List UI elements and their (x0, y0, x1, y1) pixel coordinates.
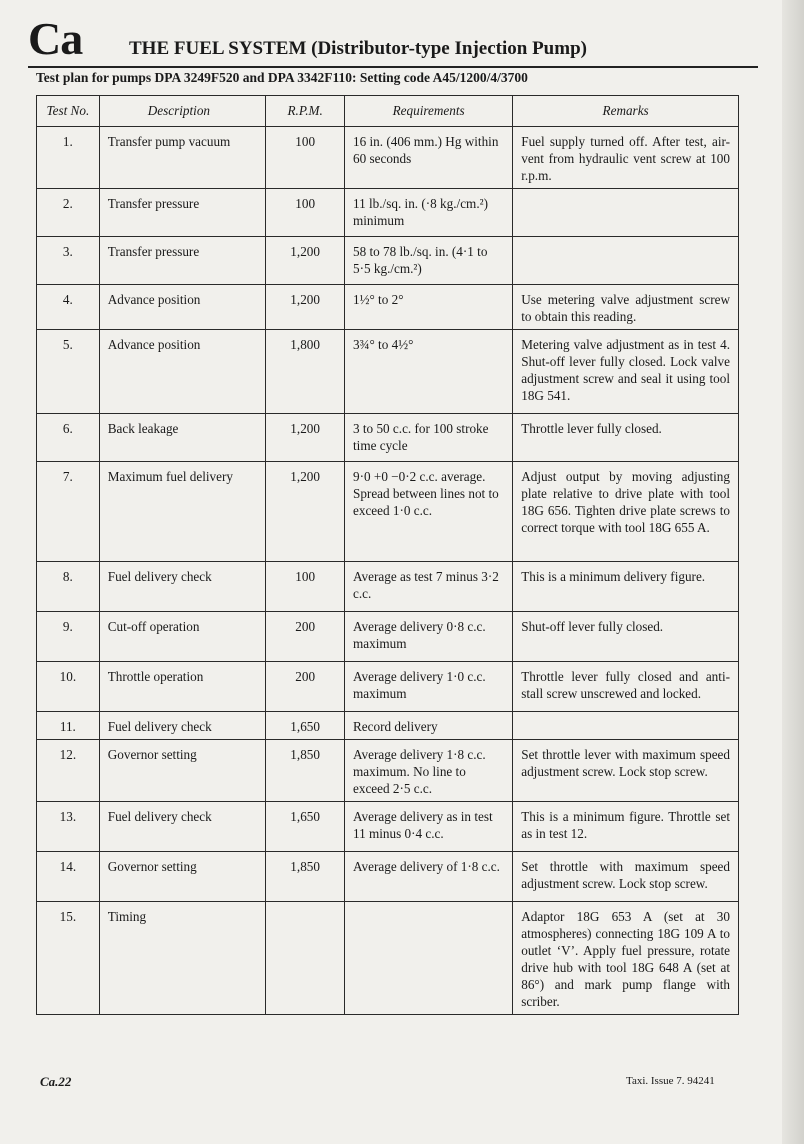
cell-description: Transfer pressure (99, 237, 266, 285)
cell-remarks: Adaptor 18G 653 A (set at 30 atmospheres) connecting 18G 109 A to outlet ‘V’. Apply fuel pressure, rotate drive hub with tool 18G 648 A (set at 86°) and mark pump flange with scriber. (513, 902, 739, 1015)
cell-remarks: Set throttle with maximum speed adjustment screw. Lock stop screw. (513, 852, 739, 902)
cell-test-no: 1. (37, 127, 100, 189)
cell-description: Fuel delivery check (99, 802, 266, 852)
cell-remarks (513, 189, 739, 237)
cell-requirements: 11 lb./sq. in. (·8 kg./cm.²) minimum (345, 189, 513, 237)
table-body (37, 127, 739, 1015)
cell-test-no: 4. (37, 285, 100, 330)
cell-test-no: 8. (37, 562, 100, 612)
cell-test-no: 7. (37, 462, 100, 562)
cell-requirements: 16 in. (406 mm.) Hg within 60 seconds (345, 127, 513, 189)
table-row (37, 662, 739, 712)
cell-rpm: 1,650 (266, 802, 345, 852)
cell-description: Back leakage (99, 414, 266, 462)
cell-description: Governor setting (99, 852, 266, 902)
cell-rpm: 1,200 (266, 462, 345, 562)
cell-remarks: This is a minimum figure. Throttle set as in test 12. (513, 802, 739, 852)
cell-description: Timing (99, 902, 266, 1015)
cell-test-no: 14. (37, 852, 100, 902)
cell-remarks: Throttle lever fully closed and anti-stall screw unscrewed and locked. (513, 662, 739, 712)
cell-test-no: 3. (37, 237, 100, 285)
table-row (37, 414, 739, 462)
col-header-description: Description (99, 96, 266, 127)
table-row (37, 330, 739, 414)
cell-test-no: 15. (37, 902, 100, 1015)
cell-test-no: 12. (37, 740, 100, 802)
table-row (37, 237, 739, 285)
table-row (37, 189, 739, 237)
cell-description: Advance position (99, 330, 266, 414)
page-number: Ca.22 (40, 1074, 72, 1089)
col-header-rpm: R.P.M. (266, 96, 345, 127)
col-header-remarks: Remarks (513, 96, 739, 127)
cell-test-no: 10. (37, 662, 100, 712)
cell-test-no: 6. (37, 414, 100, 462)
cell-description: Transfer pressure (99, 189, 266, 237)
cell-remarks: Use metering valve adjustment screw to obtain this reading. (513, 285, 739, 330)
cell-rpm: 1,200 (266, 285, 345, 330)
table-row (37, 740, 739, 802)
cell-rpm: 100 (266, 562, 345, 612)
page-title: THE FUEL SYSTEM (Distributor-type Injection Pump) (129, 38, 587, 59)
cell-remarks: Set throttle lever with maximum speed adjustment screw. Lock stop screw. (513, 740, 739, 802)
table-header-row (37, 96, 739, 127)
cell-rpm: 1,200 (266, 237, 345, 285)
table-row (37, 852, 739, 902)
table-row (37, 285, 739, 330)
cell-requirements: Record delivery (345, 712, 513, 740)
cell-description: Throttle operation (99, 662, 266, 712)
page-header (28, 14, 758, 68)
table-row (37, 712, 739, 740)
table-row (37, 562, 739, 612)
cell-requirements: 3¾° to 4½° (345, 330, 513, 414)
cell-remarks: This is a minimum delivery figure. (513, 562, 739, 612)
cell-rpm: 1,800 (266, 330, 345, 414)
cell-description: Transfer pump vacuum (99, 127, 266, 189)
cell-remarks (513, 712, 739, 740)
cell-remarks: Adjust output by moving adjusting plate relative to drive plate with tool 18G 656. Tighten drive plate screws to correct torque with tool 18G 655 A. (513, 462, 739, 562)
cell-rpm (266, 902, 345, 1015)
cell-description: Governor setting (99, 740, 266, 802)
cell-description: Fuel delivery check (99, 562, 266, 612)
cell-remarks: Shut-off lever fully closed. (513, 612, 739, 662)
cell-test-no: 9. (37, 612, 100, 662)
cell-description: Fuel delivery check (99, 712, 266, 740)
section-code: Ca (28, 13, 83, 64)
col-header-test-no: Test No. (37, 96, 100, 127)
cell-requirements: Average as test 7 minus 3·2 c.c. (345, 562, 513, 612)
table-row (37, 802, 739, 852)
table-row (37, 902, 739, 1015)
test-plan-table (36, 95, 739, 1015)
cell-test-no: 11. (37, 712, 100, 740)
cell-requirements: Average delivery 1·8 c.c. maximum. No line to exceed 2·5 c.c. (345, 740, 513, 802)
cell-rpm: 200 (266, 662, 345, 712)
cell-requirements: 58 to 78 lb./sq. in. (4·1 to 5·5 kg./cm.²) (345, 237, 513, 285)
cell-requirements: Average delivery 0·8 c.c. maximum (345, 612, 513, 662)
cell-remarks: Throttle lever fully closed. (513, 414, 739, 462)
cell-rpm: 1,650 (266, 712, 345, 740)
cell-test-no: 5. (37, 330, 100, 414)
cell-description: Advance position (99, 285, 266, 330)
cell-rpm: 1,850 (266, 852, 345, 902)
issue-reference: Taxi. Issue 7. 94241 (626, 1075, 715, 1087)
cell-requirements: 3 to 50 c.c. for 100 stroke time cycle (345, 414, 513, 462)
cell-requirements (345, 902, 513, 1015)
cell-rpm: 1,200 (266, 414, 345, 462)
cell-test-no: 13. (37, 802, 100, 852)
cell-requirements: Average delivery as in test 11 minus 0·4 c.c. (345, 802, 513, 852)
cell-description: Maximum fuel delivery (99, 462, 266, 562)
cell-rpm: 100 (266, 127, 345, 189)
test-plan-title: Test plan for pumps DPA 3249F520 and DPA 3342F110: Setting code A45/1200/4/3700 (36, 70, 528, 85)
cell-requirements: 1½° to 2° (345, 285, 513, 330)
table-row (37, 612, 739, 662)
cell-remarks (513, 237, 739, 285)
cell-requirements: 9·0 +0 −0·2 c.c. average. Spread between lines not to exceed 1·0 c.c. (345, 462, 513, 562)
cell-rpm: 200 (266, 612, 345, 662)
page-edge-shadow (782, 0, 804, 1144)
cell-test-no: 2. (37, 189, 100, 237)
cell-rpm: 100 (266, 189, 345, 237)
cell-rpm: 1,850 (266, 740, 345, 802)
table-row (37, 127, 739, 189)
cell-requirements: Average delivery 1·0 c.c. maximum (345, 662, 513, 712)
table-row (37, 462, 739, 562)
col-header-requirements: Requirements (345, 96, 513, 127)
cell-remarks: Fuel supply turned off. After test, air-vent from hydraulic vent screw at 100 r.p.m. (513, 127, 739, 189)
cell-description: Cut-off operation (99, 612, 266, 662)
cell-remarks: Metering valve adjustment as in test 4. Shut-off lever fully closed. Lock valve adjustment screw and seal it using tool 18G 541. (513, 330, 739, 414)
cell-requirements: Average delivery of 1·8 c.c. (345, 852, 513, 902)
